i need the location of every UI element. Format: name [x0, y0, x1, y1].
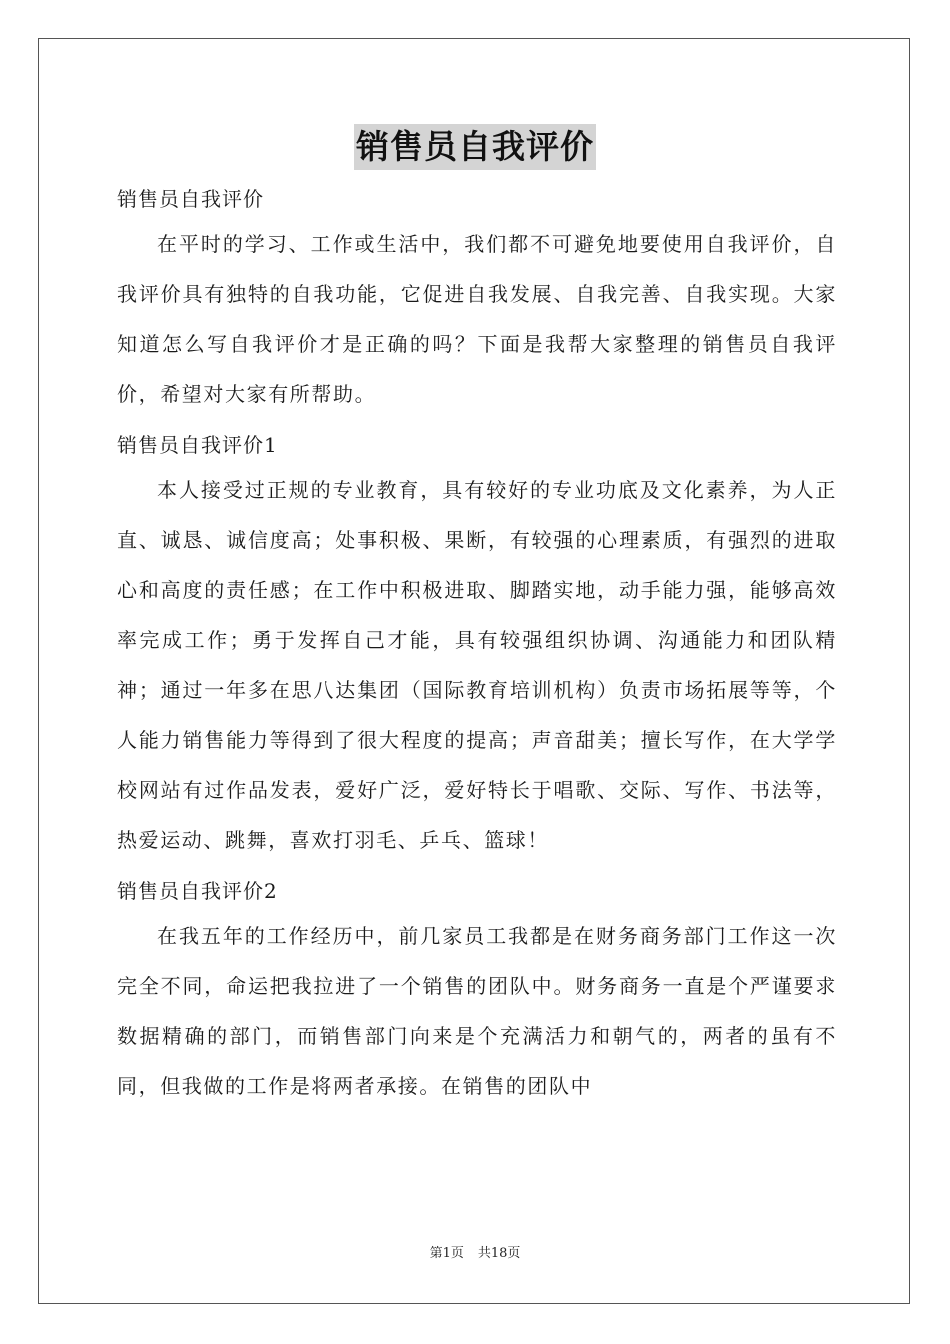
section-paragraph-2: 在我五年的工作经历中，前几家员工我都是在财务商务部门工作这一次完全不同，命运把我拉进了一个销售的团队中。财务商务一直是个严谨要求数据精确的部门，而销售部门向来是个充满活力和朝气的，两者的虽有不同，但我做的工作是将两者承接。在销售的团队中 — [117, 924, 837, 1098]
page-footer — [0, 1244, 950, 1264]
section-paragraph-1: 本人接受过正规的专业教育，具有较好的专业功底及文化素养，为人正直、诚恳、诚信度高；处事积极、果断，有较强的心理素质，有强烈的进取心和高度的责任感；在工作中积极进取、脚踏实地，动手能力强，能够高效率完成工作；勇于发挥自己才能，具有较强组织协调、沟通能力和团队精神；通过一年多在思八达集团（国际教育培训机构）负责市场拓展等等，个人能力销售能力等得到了很大程度的提高；声音甜美；擅长写作，在大学学校网站有过作品发表，爱好广泛，爱好特长于唱歌、交际、写作、书法等，热爱运动、跳舞，喜欢打羽毛、乒乓、篮球！ — [117, 478, 837, 852]
title-container — [0, 124, 950, 170]
section-paragraph-intro: 在平时的学习、工作或生活中，我们都不可避免地要使用自我评价，自我评价具有独特的自我功能，它促进自我发展、自我完善、自我实现。大家知道怎么写自我评价才是正确的吗？下面是我帮大家整理的销售员自我评价，希望对大家有所帮助。 — [117, 232, 837, 406]
page-total: 共18页 — [477, 1246, 521, 1261]
document-body — [117, 179, 837, 1111]
section-heading-1: 销售员自我评价1 — [117, 433, 278, 457]
section-heading-intro: 销售员自我评价 — [117, 187, 264, 211]
page-number: 第1页 — [429, 1246, 464, 1261]
section-heading-2: 销售员自我评价2 — [117, 879, 278, 903]
document-title: 销售员自我评价 — [354, 124, 596, 170]
